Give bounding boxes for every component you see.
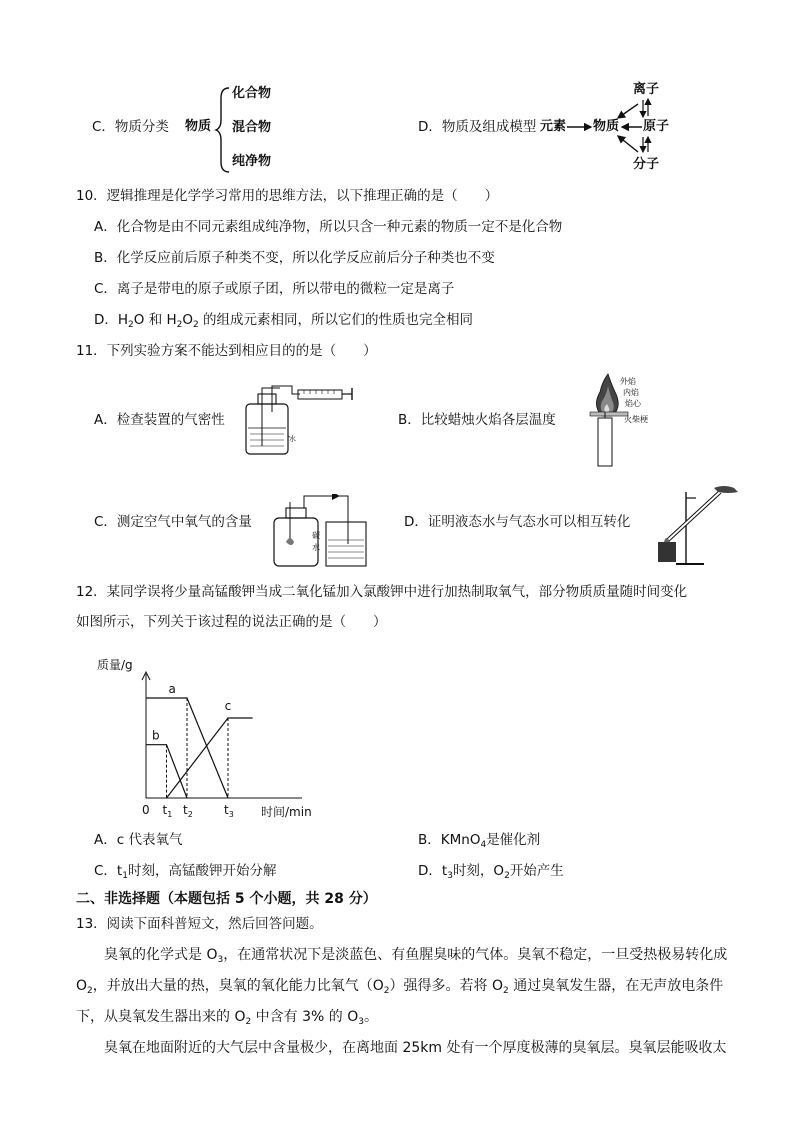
chart-x-tick-t1: $t_1$ (162, 803, 173, 819)
q12-option-c: C．$t_1$时刻，高锰酸钾开始分解 (94, 863, 277, 881)
q12-stem-line-2: 如图所示，下列关于该过程的说法正确的是（ ） (76, 614, 387, 630)
q10-option-c: C．离子是带电的原子或原子团，所以带电的微粒一定是离子 (94, 281, 455, 297)
q9-d-arrows (560, 90, 680, 160)
q12-option-d: D．$t_3$时刻，$O_2$开始产生 (418, 863, 564, 881)
q9-d-ion: 离子 (633, 82, 660, 97)
q11-option-a: A．检查装置的气密性 (94, 412, 225, 428)
q11-b-label-core: 焰心 (625, 399, 641, 408)
q9-d-atom: 原子 (643, 119, 670, 134)
q11-c-label-water: 水 (312, 543, 320, 552)
chart-series-label-a: a (168, 682, 176, 696)
q11-b-label-stick: 火柴梗 (624, 415, 648, 424)
q10-option-b: B．化学反应前后原子种类不变，所以化学反应前后分子种类也不变 (94, 250, 495, 266)
q9-c-item-2: 混合物 (232, 120, 272, 135)
q11-option-d: D．证明液态水与气态水可以相互转化 (404, 514, 631, 530)
q13-paragraph-2: 臭氧在地面附近的大气层中含量极少，在离地面 25km 处有一个厚度极薄的臭氧层。臭氧层能吸收太 (104, 1040, 727, 1056)
q9-c-root: 物质 (185, 119, 212, 134)
q9-option-d-label: D．物质及组成模型 (418, 119, 537, 135)
chart-x-tick-0: 0 (142, 803, 150, 817)
q9-c-item-1: 化合物 (232, 86, 272, 101)
q12-stem-line-1: 12．某同学误将少量高锰酸钾当成二氧化锰加入氯酸钾中进行加热制取氧气，部分物质质量随时间变化 (76, 584, 688, 600)
q13-paragraph-1: 臭氧的化学式是 $O_3$，在通常状况下是淡蓝色、有鱼腥臭味的气体。臭氧不稳定，一旦受热极易转化成 $O_2$，并放出大量的热，臭氧的氧化能力比氧气$(O_2)$强得多。若将 $O_2$ 通过臭氧发生器，在无声放电条件下，从臭氧发生器出来的 $O_2$ 中含有 3% 的 $O_3$。 (76, 947, 728, 1027)
chart-series-label-c: c (224, 699, 232, 713)
chart-series-c (167, 718, 253, 798)
chart-xlabel: 时间/min (261, 805, 312, 819)
q11-c-label-carbon: 碳 (312, 531, 320, 540)
q10-option-d: D．$H_2O$ 和 $H_2O_2$ 的组成元素相同，所以它们的性质也完全相同 (94, 312, 474, 330)
q11-option-b: B．比较蜡烛火焰各层温度 (398, 412, 556, 428)
q13-stem: 13．阅读下面科普短文，然后回答问题。 (76, 916, 323, 932)
q9-d-molecule: 分子 (633, 157, 660, 172)
q11-b-label-outer: 外焰 (620, 377, 636, 386)
q11-a-apparatus-figure (240, 382, 360, 457)
q9-c-item-3: 纯净物 (232, 154, 272, 169)
q10-option-a: A．化合物是由不同元素组成纯净物，所以只含一种元素的物质一定不是化合物 (94, 219, 563, 235)
q12-option-b: B．KMnO$_4$是催化剂 (418, 832, 541, 850)
q9-d-element: 元素 (540, 119, 567, 134)
q11-b-label-inner: 内焰 (623, 388, 639, 397)
q11-b-candle-figure (578, 372, 658, 470)
q10-stem: 10．逻辑推理是化学学习常用的思维方法，以下推理正确的是（ ） (76, 188, 499, 204)
chart-x-tick-t2: $t_2$ (183, 803, 193, 819)
q11-option-c: C．测定空气中氧气的含量 (94, 514, 252, 530)
q9-option-c-label: C．物质分类 (92, 119, 169, 135)
q11-stem: 11．下列实验方案不能达到相应目的的是（ ） (76, 343, 377, 359)
chart-x-tick-t3: $t_3$ (224, 803, 234, 819)
chart-series-label-b: b (152, 728, 160, 743)
chart-ylabel: 质量/g (97, 658, 133, 672)
q11-d-heating-figure (648, 484, 744, 566)
q12-chart (92, 648, 332, 828)
q12-option-a: A．c 代表氧气 (94, 832, 183, 848)
section-2-heading: 二、非选择题（本题包括 5 个小题，共 28 分） (76, 891, 377, 907)
q9-c-brace (213, 84, 233, 176)
q11-c-oxygen-figure (272, 494, 372, 570)
q11-a-water-label: 水 (289, 435, 296, 443)
q9-d-substance: 物质 (593, 119, 620, 134)
